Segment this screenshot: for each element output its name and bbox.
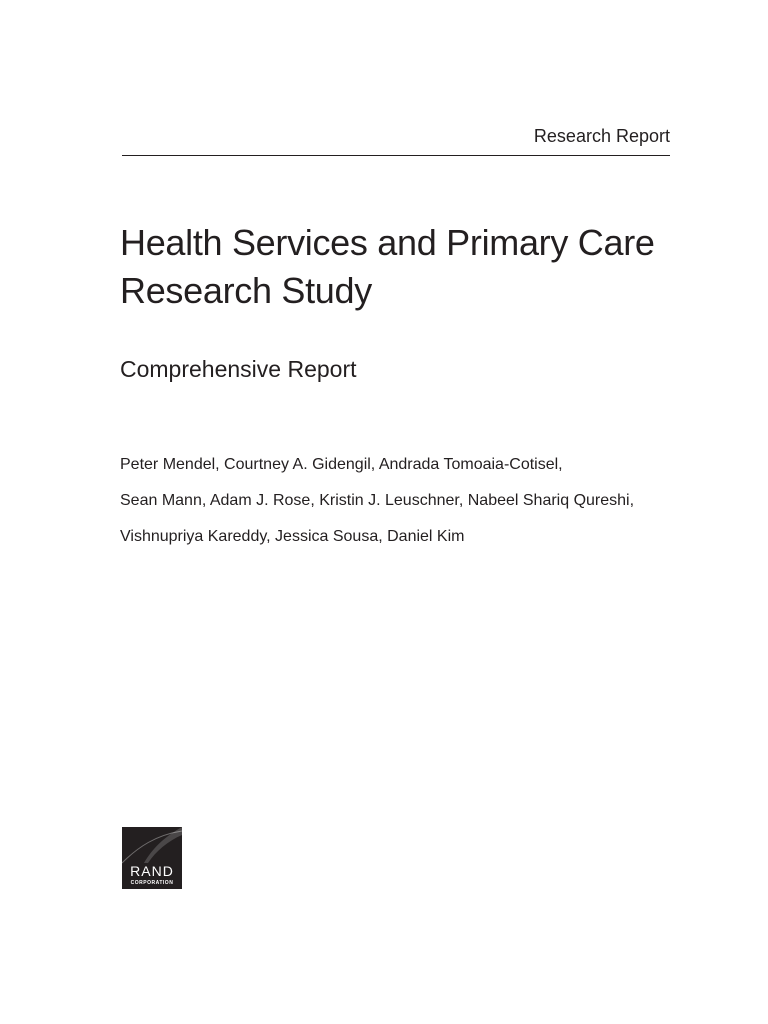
author-line-1: Peter Mendel, Courtney A. Gidengil, Andrada Tomoaia-Cotisel, — [120, 456, 563, 473]
report-type-label: Research Report — [533, 126, 670, 146]
report-title — [120, 219, 700, 315]
report-title-line-2: Research Study — [120, 270, 372, 311]
rand-logo-wordmark: RAND — [130, 863, 174, 879]
author-list — [120, 454, 720, 562]
header-rule — [122, 155, 670, 156]
rand-logo — [122, 827, 182, 889]
author-line-2: Sean Mann, Adam J. Rose, Kristin J. Leuschner, Nabeel Shariq Qureshi, — [120, 492, 635, 509]
rand-logo-subtext: CORPORATION — [130, 880, 174, 886]
report-title-line-1: Health Services and Primary Care — [120, 222, 655, 263]
author-line-3: Vishnupriya Kareddy, Jessica Sousa, Daniel Kim — [120, 528, 465, 545]
report-subtitle: Comprehensive Report — [120, 356, 357, 382]
